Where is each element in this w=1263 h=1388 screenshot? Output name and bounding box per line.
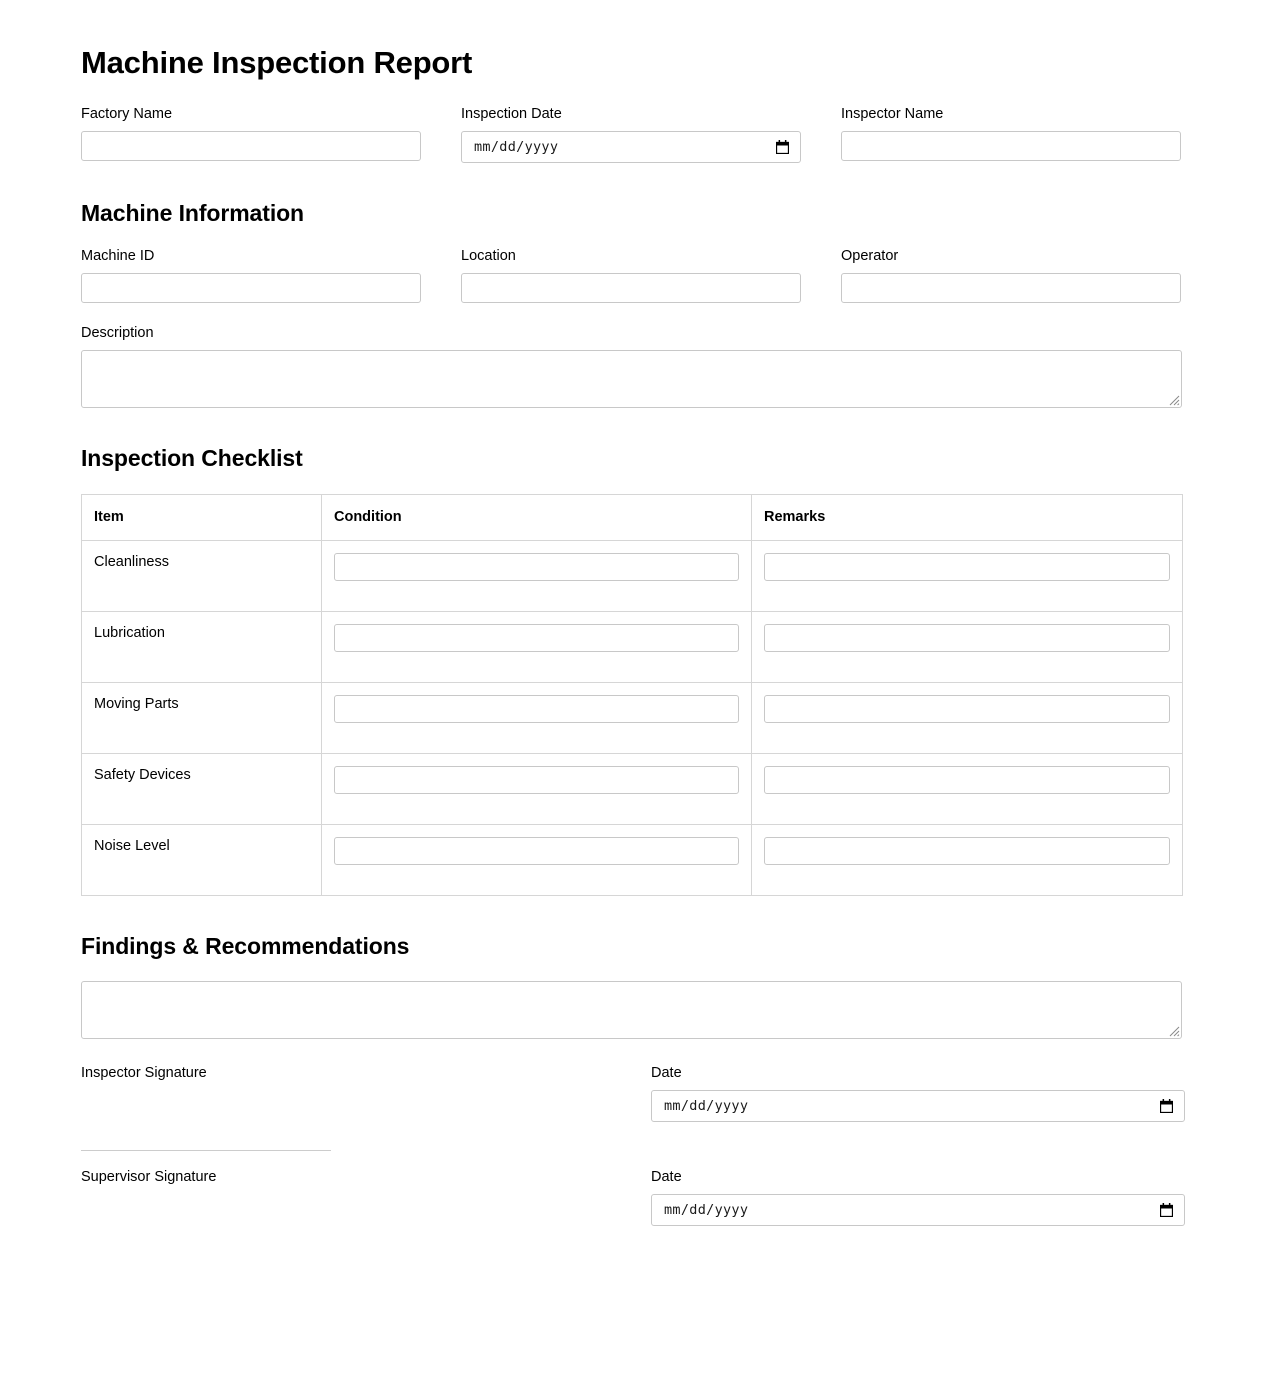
field-inspector-name xyxy=(841,106,1181,163)
findings-textarea-wrap xyxy=(81,981,1182,1039)
condition-input-lubrication[interactable] xyxy=(334,624,739,652)
calendar-icon[interactable] xyxy=(776,140,789,154)
header-fields-row xyxy=(81,106,1182,163)
inspector-name-input[interactable] xyxy=(841,131,1181,161)
checklist-table-body xyxy=(82,540,1183,895)
remarks-input-noise-level[interactable] xyxy=(764,837,1170,865)
field-label-inspector-name: Inspector Name xyxy=(841,106,944,123)
date-label-inspector: Date xyxy=(651,1064,682,1081)
column-header-condition: Condition xyxy=(322,494,752,540)
factory-name-input[interactable] xyxy=(81,131,421,161)
field-label-factory-name: Factory Name xyxy=(81,106,173,123)
column-header-remarks: Remarks xyxy=(752,494,1183,540)
table-row xyxy=(82,611,1183,682)
condition-input-safety-devices[interactable] xyxy=(334,766,739,794)
checklist-item-label-safety-devices: Safety Devices xyxy=(82,753,322,824)
column-header-item: Item xyxy=(82,494,322,540)
section-title-findings-recommendations: Findings & Recommendations xyxy=(81,932,410,959)
field-operator xyxy=(841,248,1181,303)
field-inspection-date xyxy=(461,106,801,163)
inspector-signature-space[interactable] xyxy=(81,1090,651,1150)
checklist-table-head xyxy=(82,494,1183,540)
checklist-condition-cell xyxy=(322,753,752,824)
inspector-date-input[interactable] xyxy=(651,1090,1185,1122)
supervisor-date-placeholder: mm/dd/yyyy xyxy=(664,1201,749,1218)
table-header-row xyxy=(82,494,1183,540)
description-textarea-wrap xyxy=(81,350,1182,408)
calendar-icon[interactable] xyxy=(1160,1099,1173,1113)
field-machine-id xyxy=(81,248,421,303)
inspector-signature-row xyxy=(81,1065,1182,1169)
checklist-remarks-cell xyxy=(752,824,1183,895)
inspection-date-input[interactable] xyxy=(461,131,801,163)
signature-label-inspector: Inspector Signature xyxy=(81,1064,207,1081)
condition-input-noise-level[interactable] xyxy=(334,837,739,865)
checklist-condition-cell xyxy=(322,611,752,682)
field-description xyxy=(81,325,1182,408)
table-row xyxy=(82,753,1183,824)
findings-textarea[interactable] xyxy=(81,981,1182,1039)
location-input[interactable] xyxy=(461,273,801,303)
inspection-checklist-table xyxy=(81,494,1183,896)
remarks-input-cleanliness[interactable] xyxy=(764,553,1170,581)
checklist-item-label-moving-parts: Moving Parts xyxy=(82,682,322,753)
machine-id-input[interactable] xyxy=(81,273,421,303)
inspector-date-placeholder: mm/dd/yyyy xyxy=(664,1097,749,1114)
section-title-inspection-checklist: Inspection Checklist xyxy=(81,445,303,472)
checklist-item-label-noise-level: Noise Level xyxy=(82,824,322,895)
field-location xyxy=(461,248,801,303)
supervisor-signature-row xyxy=(81,1169,1182,1254)
checklist-condition-cell xyxy=(322,682,752,753)
remarks-input-lubrication[interactable] xyxy=(764,624,1170,652)
table-row xyxy=(82,682,1183,753)
checklist-remarks-cell xyxy=(752,540,1183,611)
table-row xyxy=(82,540,1183,611)
field-label-machine-id: Machine ID xyxy=(81,248,155,265)
machine-fields-row xyxy=(81,248,1182,303)
remarks-input-moving-parts[interactable] xyxy=(764,695,1170,723)
supervisor-signature-space[interactable] xyxy=(81,1194,651,1254)
checklist-condition-cell xyxy=(322,540,752,611)
section-title-machine-information: Machine Information xyxy=(81,200,305,227)
field-label-inspection-date: Inspection Date xyxy=(461,106,562,123)
supervisor-date-input[interactable] xyxy=(651,1194,1185,1226)
signature-label-supervisor: Supervisor Signature xyxy=(81,1168,217,1185)
checklist-condition-cell xyxy=(322,824,752,895)
operator-input[interactable] xyxy=(841,273,1181,303)
checklist-remarks-cell xyxy=(752,611,1183,682)
inspection-date-placeholder: mm/dd/yyyy xyxy=(474,139,559,156)
remarks-input-safety-devices[interactable] xyxy=(764,766,1170,794)
inspector-signature-block xyxy=(81,1065,651,1169)
date-label-supervisor: Date xyxy=(651,1168,682,1185)
supervisor-signature-block xyxy=(81,1169,651,1254)
description-textarea[interactable] xyxy=(81,350,1182,408)
checklist-item-label-cleanliness: Cleanliness xyxy=(82,540,322,611)
field-label-description: Description xyxy=(81,325,154,342)
inspector-date-block xyxy=(651,1065,1185,1122)
table-row xyxy=(82,824,1183,895)
field-label-operator: Operator xyxy=(841,248,899,265)
checklist-item-label-lubrication: Lubrication xyxy=(82,611,322,682)
condition-input-moving-parts[interactable] xyxy=(334,695,739,723)
checklist-remarks-cell xyxy=(752,682,1183,753)
inspector-signature-line xyxy=(81,1150,331,1151)
findings-block xyxy=(81,981,1182,1039)
field-label-location: Location xyxy=(461,248,516,265)
checklist-remarks-cell xyxy=(752,753,1183,824)
page-title: Machine Inspection Report xyxy=(81,45,473,80)
calendar-icon[interactable] xyxy=(1160,1203,1173,1217)
field-factory-name xyxy=(81,106,421,163)
condition-input-cleanliness[interactable] xyxy=(334,553,739,581)
supervisor-date-block xyxy=(651,1169,1185,1226)
